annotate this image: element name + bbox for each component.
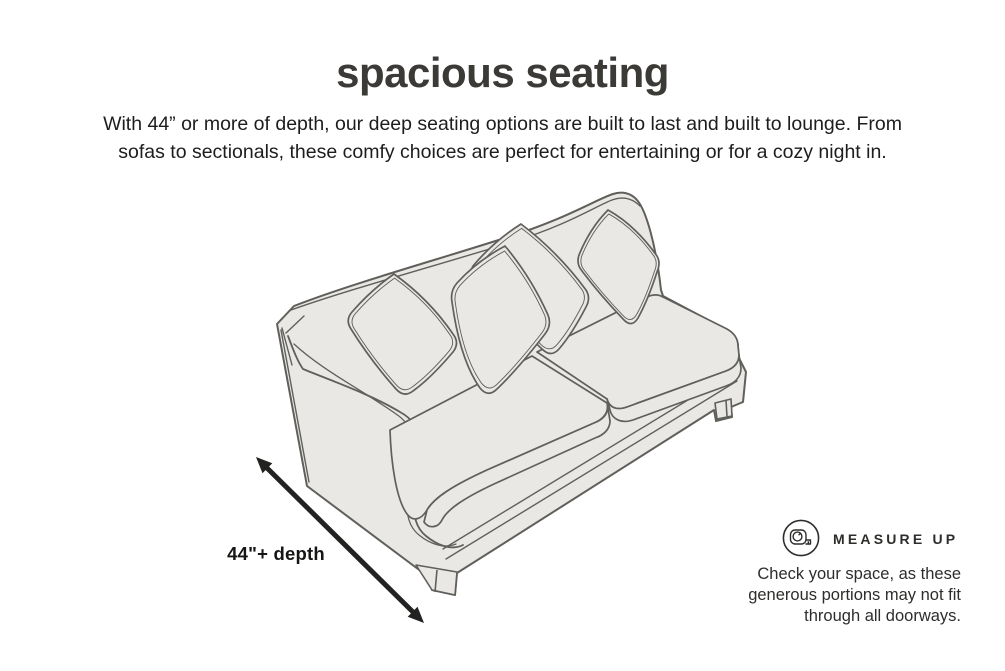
measure-up-section [745, 518, 961, 627]
measure-up-header [745, 518, 961, 562]
measure-up-note: Check your space, as these generous portions may not fit through all doorways. [748, 565, 961, 625]
tape-measure-icon [781, 518, 821, 558]
description-text: With 44” or more of depth, our deep seating options are built to last and built to lounge. From sofas to sectionals, these comfy choices are perfect for entertaining or for a cozy night in. [103, 113, 902, 163]
depth-dimension-label: 44"+ depth [227, 543, 325, 564]
measure-up-title: MEASURE UP [833, 531, 959, 547]
page-title: spacious seating [336, 49, 669, 96]
